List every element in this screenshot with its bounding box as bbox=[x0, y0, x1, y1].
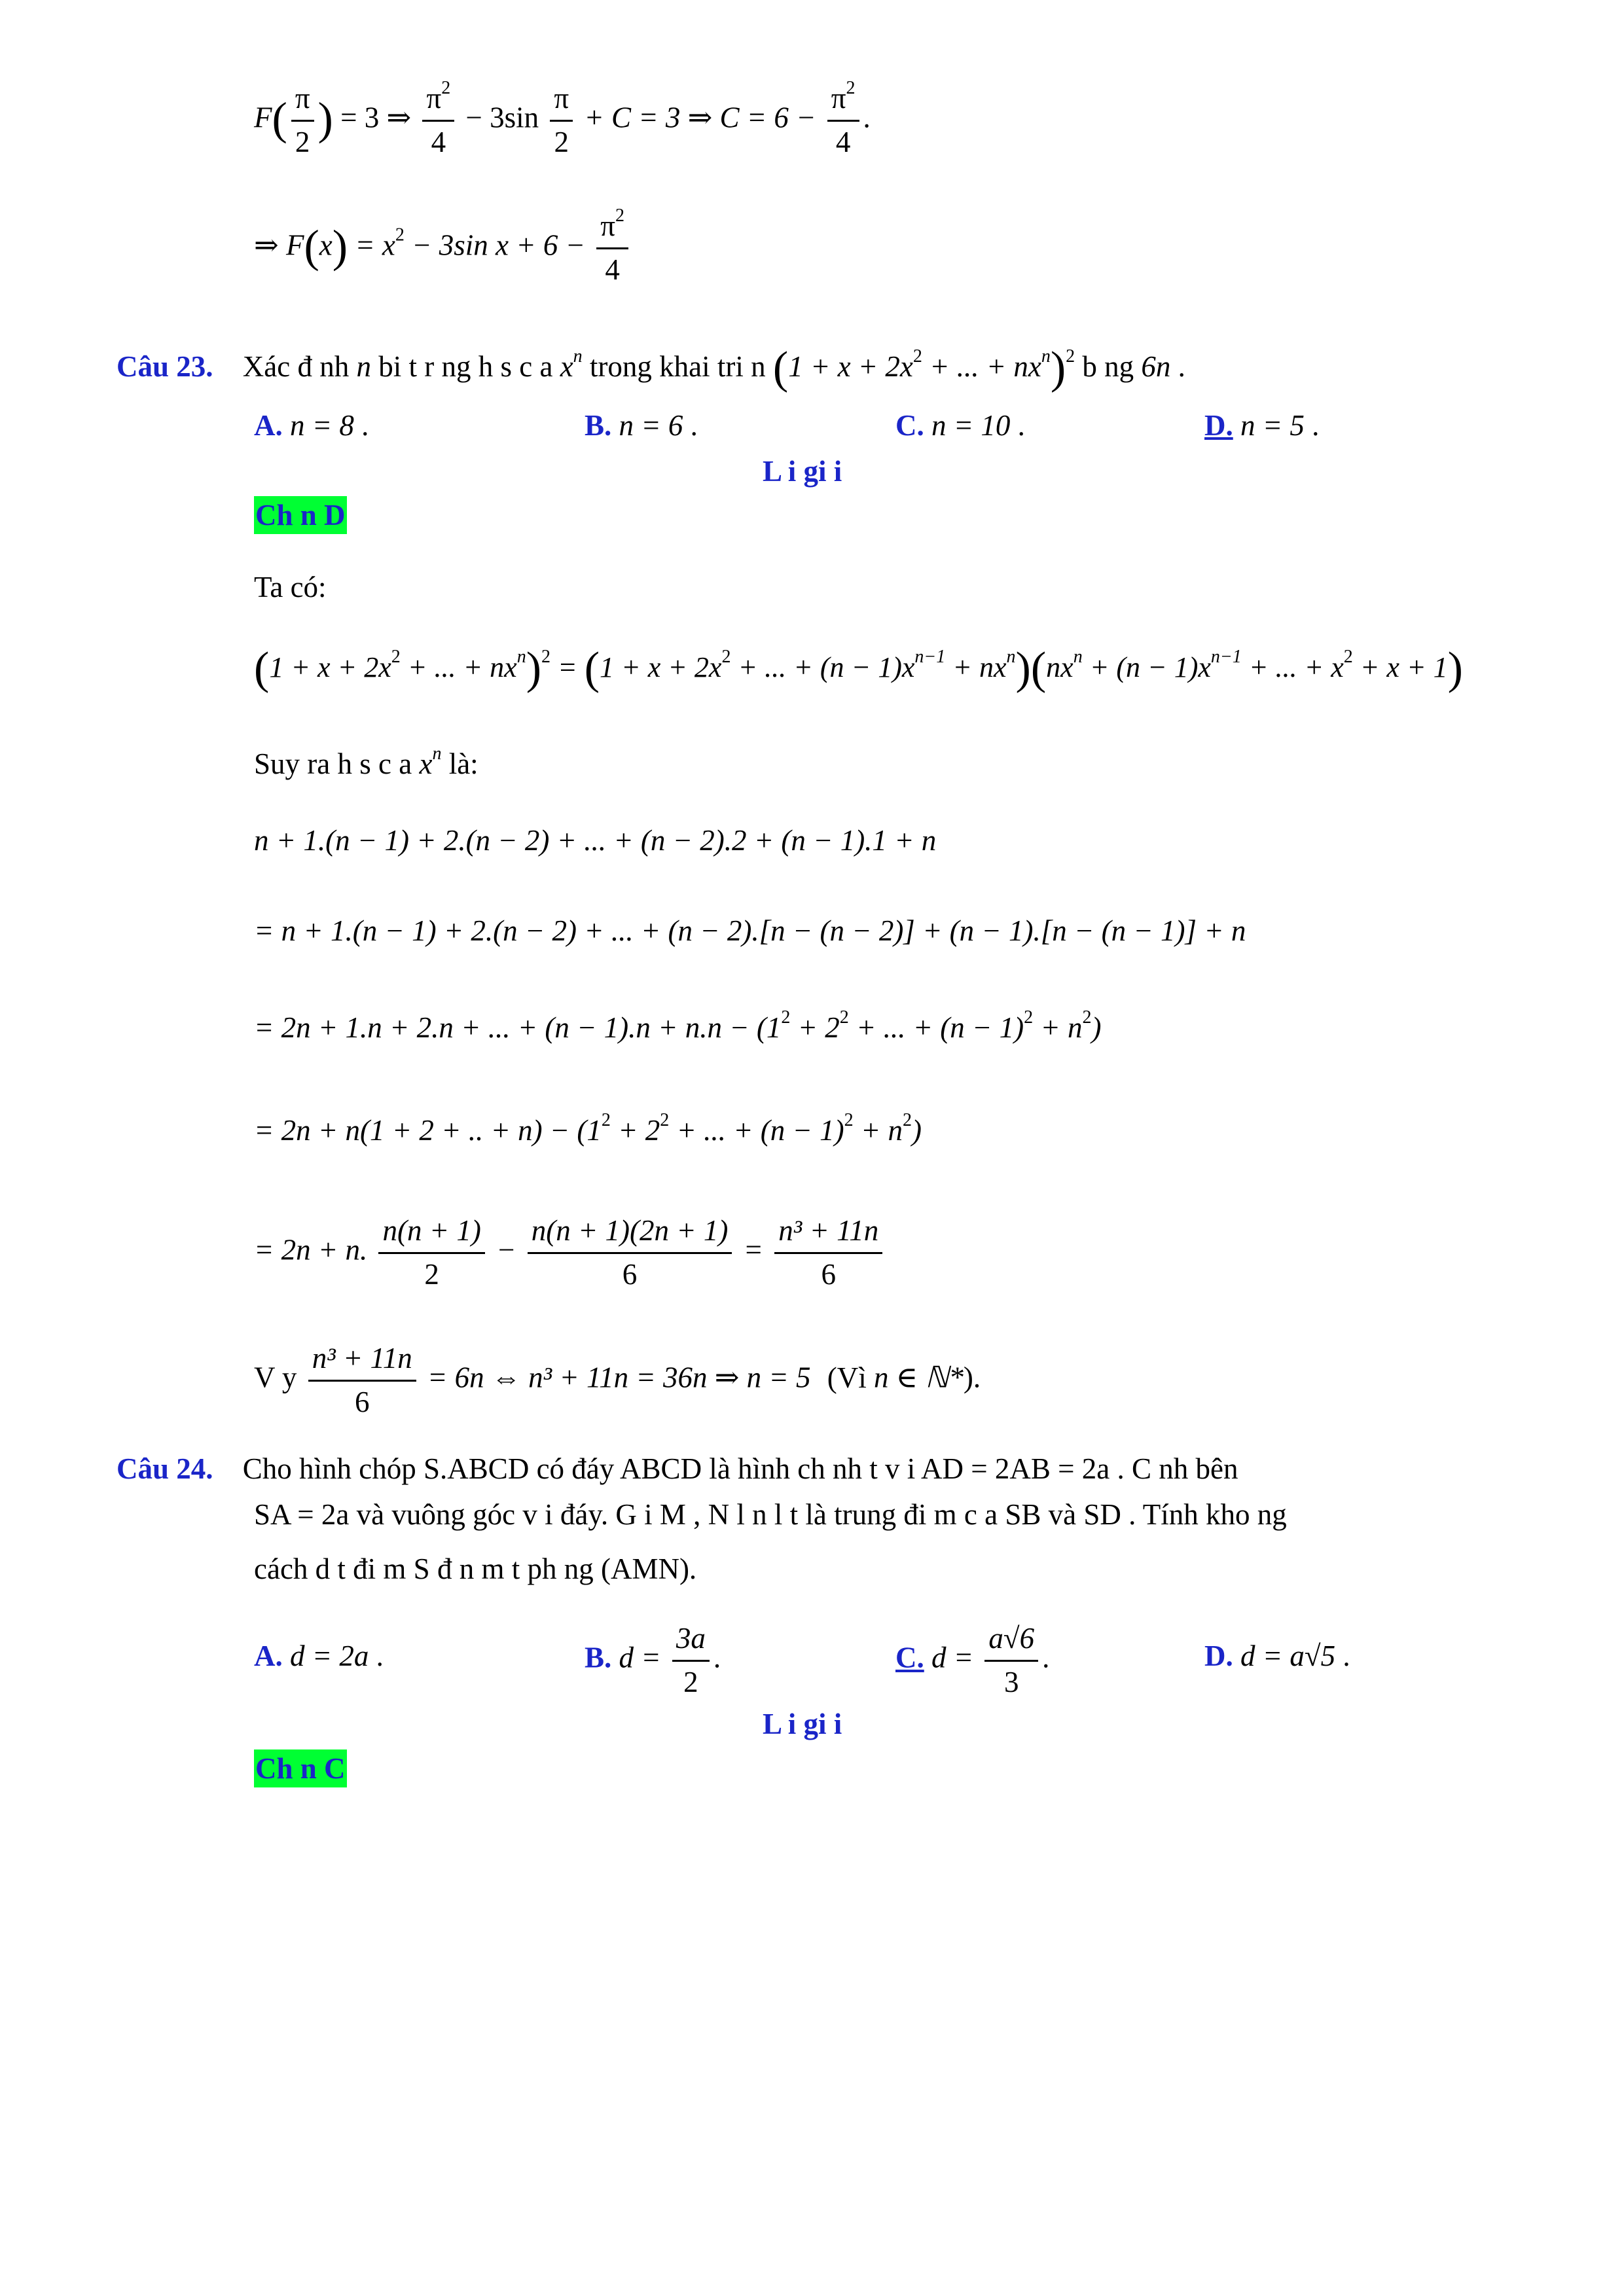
math-expr: = 2n + 1.n + 2.n + ... + (n − 1).n + n.n − (1 bbox=[254, 1011, 782, 1044]
text: ). bbox=[963, 1361, 981, 1394]
option-value: n = 5 bbox=[1240, 409, 1305, 442]
question-label: Câu 23. bbox=[117, 350, 213, 383]
answer-badge bbox=[254, 1754, 347, 1784]
frac-den: 6 bbox=[622, 1257, 638, 1291]
option-letter-correct: D. bbox=[1204, 409, 1233, 442]
conclusion-line bbox=[254, 1342, 981, 1420]
question-text-line-2: SA = 2a và vuông góc v i đáy. G i M , N l n l t là trung đi m c a SB và SD . Tính kho ng bbox=[254, 1498, 1287, 1531]
math-expr: n ∈ ℕ* bbox=[874, 1361, 964, 1394]
option-letter: A. bbox=[254, 409, 283, 442]
math-expr: = 2n + n. bbox=[254, 1233, 368, 1266]
frac-den: 2 bbox=[295, 125, 310, 158]
step-3: = 2n + 1.n + 2.n + ... + $(n - 1).n + n.n - (1^2 + 2^2$ + ... + $(n - 1)^2 + n^2$) bbox=[254, 1007, 1102, 1044]
frac-num: n³ + 11n bbox=[774, 1214, 882, 1254]
math-expr: + 2 bbox=[790, 1011, 840, 1044]
step-2: = n + 1.(n − 1) + 2.(n − 2) + ... + (n − 2).[n − (n − 2)] + (n − 1).[n − (n − 1)] + n bbox=[254, 914, 1246, 947]
frac-num: n(n + 1)(2n + 1) bbox=[528, 1214, 732, 1254]
frac-den: 6 bbox=[354, 1385, 370, 1418]
q24-option-d[interactable]: D. d = a√5 . bbox=[1204, 1640, 1350, 1672]
answer-badge bbox=[254, 501, 347, 530]
text: V y bbox=[254, 1361, 297, 1394]
math-expr: = 6n ⇔ n³ + 11n = 36n ⇒ n = 5 bbox=[427, 1361, 811, 1394]
step-4: = 2n + n(1 + 2 + .. + $n) - (1^2 + 2^2$ + ... + $(n - 1)^2 + n^2$) bbox=[254, 1110, 922, 1147]
text: là: bbox=[448, 747, 478, 780]
option-letter: D. bbox=[1204, 1640, 1233, 1672]
q23-option-d[interactable]: D. n = 5 . bbox=[1204, 409, 1320, 442]
frac-num: n³ + 11n bbox=[308, 1342, 416, 1382]
frac-den: 2 bbox=[424, 1257, 439, 1291]
question-text: Xác đ nh bbox=[242, 350, 350, 383]
math-expr: 1 + x + 2x bbox=[788, 350, 913, 383]
math-expr: + ... + (n − 1)x bbox=[731, 651, 915, 683]
answer-choice: Ch n D bbox=[254, 496, 347, 534]
option-value: d = a√5 bbox=[1240, 1640, 1336, 1672]
question-text-line-3: cách d t đi m S đ n m t ph ng (AMN). bbox=[254, 1552, 697, 1585]
math-expr: + nx bbox=[945, 651, 1007, 683]
question-24 bbox=[117, 1454, 1238, 1484]
option-value: n = 8 bbox=[290, 409, 354, 442]
text: Suy ra h s c a bbox=[254, 747, 412, 780]
eq-F-pi-over-2: F( $\frac{\pi}{2}$ ) = 3 ⇒ $\frac{\pi^2}{4}$ − 3sin $\frac{\pi}{2}$ + C = 3 ⇒ C = 6 − $\frac{\pi^2}{4}$ . bbox=[254, 78, 871, 158]
q24-option-c[interactable]: C. d = $\frac{a√6}{3}$ . bbox=[895, 1622, 1050, 1698]
text: (Vì bbox=[827, 1361, 867, 1394]
math-expr: + (n − 1)x bbox=[1082, 651, 1211, 683]
frac-num: π bbox=[291, 82, 314, 122]
math-expr: + ... + nx bbox=[922, 350, 1041, 383]
option-letter: B. bbox=[585, 409, 612, 442]
frac-den: 6 bbox=[821, 1257, 837, 1291]
frac-den: 4 bbox=[431, 125, 446, 158]
frac-num: 3a bbox=[672, 1622, 710, 1662]
math-expr: + ... + (n − 1) bbox=[848, 1011, 1024, 1044]
math-expr: nx bbox=[1046, 651, 1074, 683]
answer-choice: Ch n C bbox=[254, 1749, 347, 1787]
math-expr: + x + 1 bbox=[1352, 651, 1448, 683]
frac-den: 2 bbox=[683, 1665, 698, 1698]
question-label: Câu 24. bbox=[117, 1452, 213, 1485]
q23-option-c[interactable]: C. n = 10 . bbox=[895, 409, 1025, 442]
option-letter-correct: C. bbox=[895, 1641, 924, 1674]
frac-num: a√6 bbox=[984, 1622, 1038, 1662]
frac-den: 3 bbox=[1003, 1665, 1019, 1698]
math-expr: 1 + x + 2x bbox=[269, 651, 391, 683]
option-letter: A. bbox=[254, 1640, 283, 1672]
step-5: = 2n + n. $\frac{n(n + 1)}{2}$ − $\frac{n(n + 1)(2n + 1)}{6}$ = $\frac{\text{n³ + 11n}}{6}$ bbox=[254, 1214, 886, 1292]
math-var: n bbox=[356, 350, 371, 383]
solution-title: L i gi i bbox=[763, 1708, 842, 1740]
q23-option-b[interactable]: B. n = 6 . bbox=[585, 409, 698, 442]
question-text: trong khai tri n bbox=[589, 350, 766, 383]
question-text: bi t r ng h s c a bbox=[378, 350, 553, 383]
eq-text: = x bbox=[355, 228, 395, 262]
option-value: d = 2a bbox=[290, 1640, 369, 1672]
step-1: n + 1.(n − 1) + 2.(n − 2) + ... + (n − 2).2 + (n − 1).1 + n bbox=[254, 824, 937, 857]
question-23: Câu 23. Xác đ nh n bi t r ng h s c a $x^n$ trong khai tri n ($1 + x + 2x^2$ + ... + $nx^n)^2$ b ng 6n . bbox=[117, 343, 1185, 393]
eq-text: F bbox=[254, 101, 272, 134]
solution-title: L i gi i bbox=[763, 455, 842, 488]
expansion-equation: ($1 + x + 2x^2$ + ... + $nx^n)^2 = (1 + x + 2x^2$ + ... + $(n - 1)x^{n-1} + nx^n)(nx^n + (n - 1)x^{n-1}$ + ... + $x^2 + x + 1$) bbox=[254, 643, 1463, 694]
frac-num: n(n + 1) bbox=[378, 1214, 484, 1254]
math-expr: + ... + x bbox=[1241, 651, 1344, 683]
option-value: n = 10 bbox=[931, 409, 1011, 442]
eq-text: ⇒ F bbox=[254, 228, 304, 262]
eq-text: + C = 3 ⇒ C = 6 − bbox=[584, 101, 816, 134]
question-text: b ng bbox=[1082, 350, 1134, 383]
eq-text: − 3sin x + 6 − bbox=[412, 228, 585, 262]
math-expr: + n bbox=[1033, 1011, 1083, 1044]
option-letter: C. bbox=[895, 409, 924, 442]
q24-option-a[interactable]: A. d = 2a . bbox=[254, 1640, 384, 1672]
ta-co-text: Ta có: bbox=[254, 571, 327, 603]
option-letter: B. bbox=[585, 1641, 612, 1674]
math-expr: 1 + x + 2x bbox=[600, 651, 722, 683]
q23-option-a[interactable]: A. n = 8 . bbox=[254, 409, 369, 442]
math-var: x bbox=[560, 350, 573, 383]
q24-option-b[interactable]: B. d = $\frac{3a}{2}$ . bbox=[585, 1622, 721, 1698]
eq-F-x: ⇒ $F(x) = x^2 - 3\sin$ x + 6 − $\frac{\pi^2}{4}$ bbox=[254, 209, 632, 287]
option-value: n = 6 bbox=[619, 409, 683, 442]
question-text: Cho hình chóp S.ABCD có đáy ABCD là hình ch nh t v i AD = 2AB = 2a . C nh bên bbox=[242, 1452, 1238, 1485]
math-expr: 6n bbox=[1141, 350, 1171, 383]
eq-text: = 3 ⇒ bbox=[340, 101, 412, 134]
frac-num: π bbox=[426, 82, 442, 115]
eq-text: − 3sin bbox=[465, 101, 539, 134]
math-expr: = 2n + n(1 + 2 + .. + n) − (1 bbox=[254, 1114, 602, 1147]
suy-ra-line: Suy ra h s c a $x^n$ là: bbox=[254, 744, 478, 780]
